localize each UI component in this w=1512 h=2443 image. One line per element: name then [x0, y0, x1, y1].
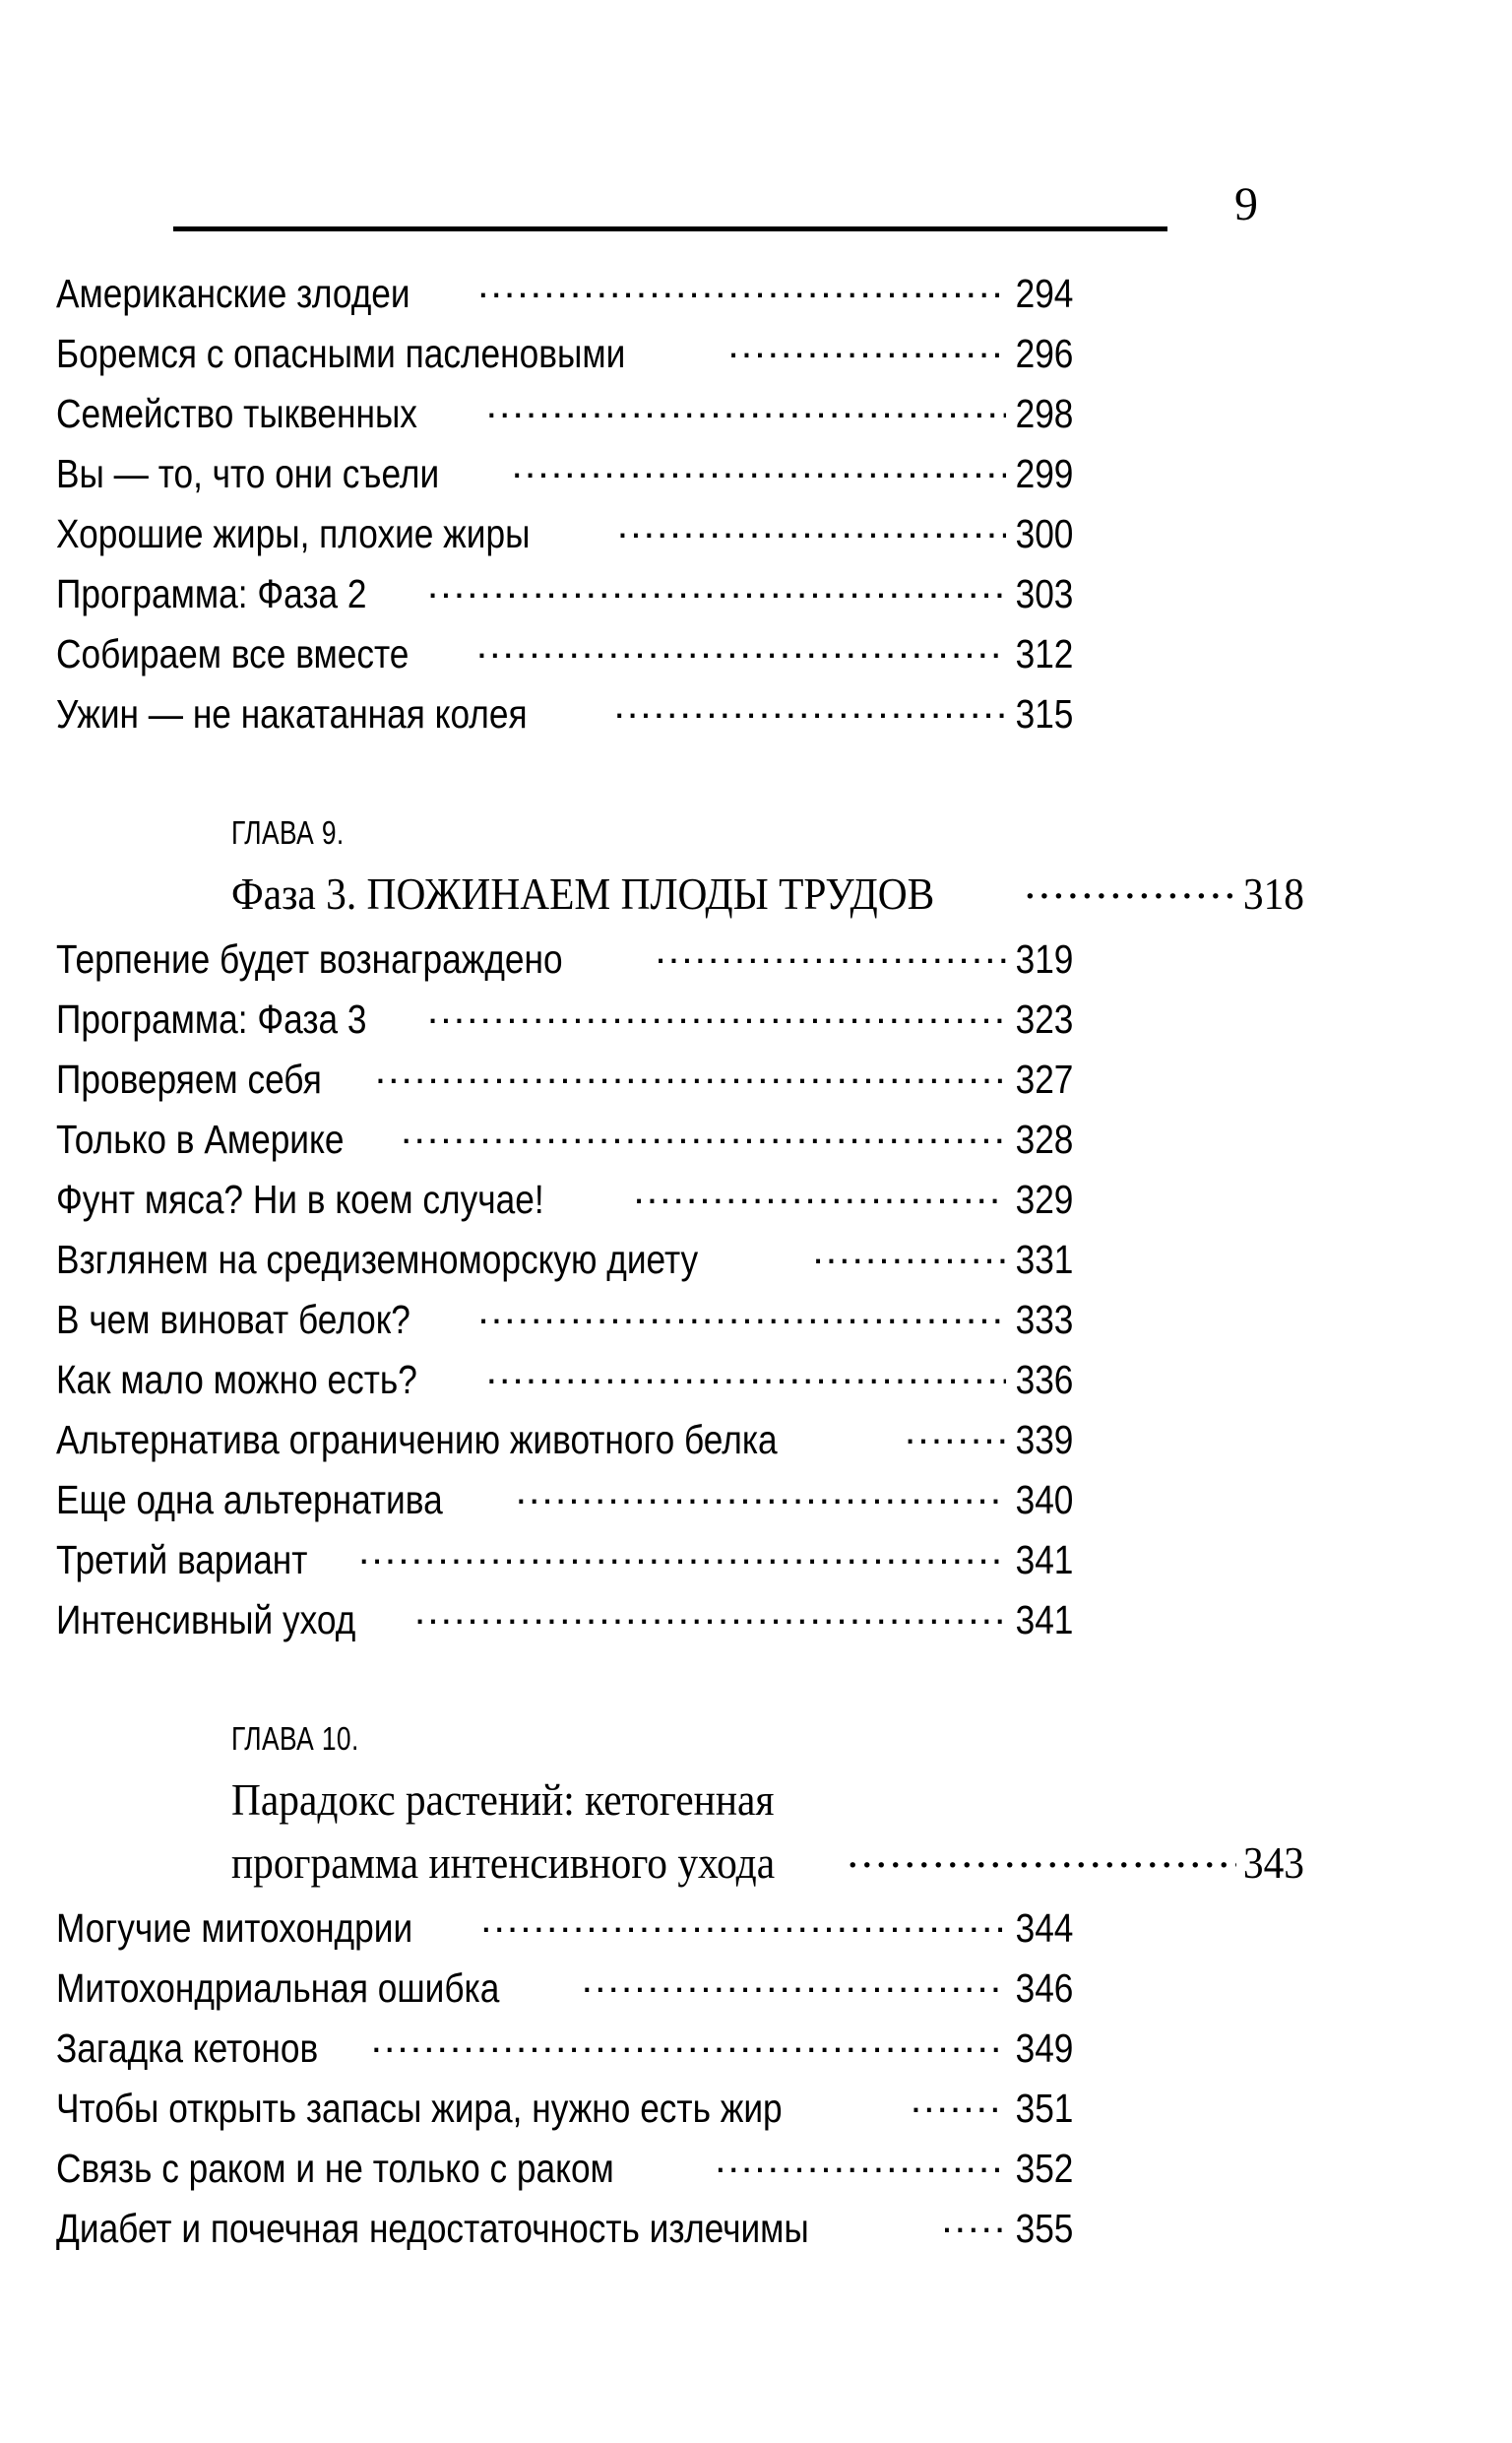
toc-entry[interactable] — [56, 1590, 1073, 1650]
toc-entry-page: 299 — [1015, 451, 1073, 496]
chapter-kicker: ГЛАВА 10. — [231, 1720, 359, 1757]
toc-entry-page: 336 — [1015, 1357, 1073, 1402]
toc-entry[interactable] — [56, 564, 1073, 624]
toc-entry-title: Еще одна альтернатива — [56, 1477, 443, 1522]
dot-leader — [471, 1926, 1005, 1942]
toc-entry-title: Могучие митохондрии — [56, 1905, 413, 1951]
toc-entry[interactable] — [56, 2199, 1073, 2259]
toc-entry-page: 341 — [1015, 1537, 1073, 1582]
dot-leader — [931, 2226, 1005, 2242]
dot-leader — [468, 291, 1005, 307]
toc-entry-title: Собираем все вместе — [56, 631, 410, 676]
toc-entry[interactable] — [56, 504, 1073, 564]
dot-leader — [506, 1498, 1006, 1513]
toc-entry[interactable] — [56, 930, 1073, 990]
toc-entry-page: 328 — [1015, 1117, 1073, 1162]
toc-entry-page: 341 — [1015, 1597, 1073, 1642]
dot-leader — [476, 412, 1006, 427]
dot-leader — [502, 472, 1006, 487]
toc-entry-title: Диабет и почечная недостаточность излечимы — [56, 2206, 809, 2251]
toc-entry[interactable] — [56, 1530, 1073, 1590]
toc-entry[interactable] — [56, 990, 1073, 1050]
toc-entry-title: Программа: Фаза 3 — [56, 996, 367, 1042]
toc-entry[interactable] — [56, 2079, 1073, 2139]
toc-entry-title: Только в Америке — [56, 1117, 345, 1162]
chapter-heading-block[interactable] — [231, 809, 1304, 926]
toc-entry[interactable] — [56, 264, 1073, 324]
toc-entry-title: Американские злодеи — [56, 271, 410, 316]
dot-leader — [645, 957, 1005, 973]
toc-entry-page: 296 — [1015, 331, 1073, 376]
dot-leader — [417, 592, 1006, 608]
toc-entry[interactable] — [56, 1898, 1073, 1959]
dot-leader — [901, 2106, 1006, 2122]
toc-entry-page: 333 — [1015, 1297, 1073, 1342]
toc-entry[interactable] — [56, 444, 1073, 504]
toc-entry[interactable] — [56, 1959, 1073, 2019]
toc-entry-page: 329 — [1015, 1177, 1073, 1222]
chapter-title-row — [231, 1832, 1304, 1895]
toc-entry-title: Боремся с опасными пасленовыми — [56, 331, 626, 376]
toc-entry-page: 319 — [1015, 936, 1073, 982]
toc-entry[interactable] — [56, 2019, 1073, 2079]
dot-leader — [1013, 893, 1236, 909]
toc-entry-page: 349 — [1015, 2025, 1073, 2071]
toc-entry[interactable] — [56, 1170, 1073, 1230]
toc-entry[interactable] — [56, 1230, 1073, 1290]
toc-entry[interactable] — [56, 1410, 1073, 1470]
toc-entry-title: В чем виноват белок? — [56, 1297, 410, 1342]
toc-entry-page: 355 — [1015, 2206, 1073, 2251]
dot-leader — [607, 532, 1006, 547]
toc-entry[interactable] — [56, 1110, 1073, 1170]
dot-leader — [705, 2166, 1006, 2182]
toc-entry[interactable] — [56, 684, 1073, 744]
toc-entry-title: Фунт мяса? Ни в коем случае! — [56, 1177, 544, 1222]
toc-entry[interactable] — [56, 1470, 1073, 1530]
toc-entry[interactable] — [56, 384, 1073, 444]
toc-entry-title: Интенсивный уход — [56, 1597, 356, 1642]
toc-entry-page: 303 — [1015, 571, 1073, 616]
dot-leader — [361, 2046, 1006, 2062]
toc-entry-page: 331 — [1015, 1237, 1073, 1282]
toc-entry-page: 340 — [1015, 1477, 1073, 1522]
toc-entry[interactable] — [56, 1350, 1073, 1410]
toc-entry-page: 327 — [1015, 1057, 1073, 1102]
dot-leader — [835, 1862, 1236, 1878]
toc-entry-title: Митохондриальная ошибка — [56, 1965, 500, 2011]
toc-entry-title: Терпение будет вознаграждено — [56, 936, 563, 982]
dot-leader — [802, 1257, 1005, 1273]
toc-entry[interactable] — [56, 2139, 1073, 2199]
toc-entry[interactable] — [56, 1050, 1073, 1110]
toc-entry-title: Вы — то, что они съели — [56, 451, 440, 496]
chapter-title-line: Фаза 3. ПОЖИНАЕМ ПЛОДЫ ТРУДОВ — [231, 868, 935, 919]
dot-leader — [572, 1986, 1006, 2002]
group-spacer — [0, 1650, 1512, 1715]
toc-entry[interactable] — [56, 624, 1073, 684]
toc-entry-title: Связь с раком и не только с раком — [56, 2146, 614, 2191]
toc-entry-title: Альтернатива ограничению животного белка — [56, 1417, 778, 1462]
toc-entry-title: Взглянем на средиземноморскую диету — [56, 1237, 699, 1282]
header-rule — [173, 226, 1167, 231]
chapter-title-line: Парадокс растений: кетогенная — [231, 1774, 775, 1825]
toc-entry-title: Семейство тыквенных — [56, 391, 417, 436]
toc-entry-title: Третий вариант — [56, 1537, 308, 1582]
dot-leader — [603, 712, 1005, 728]
page-header — [173, 178, 1305, 268]
toc-entry-page: 312 — [1015, 631, 1073, 676]
dot-leader — [623, 1197, 1005, 1213]
dot-leader — [348, 1558, 1006, 1574]
dot-leader — [895, 1438, 1006, 1453]
toc-entry-title: Загадка кетонов — [56, 2025, 319, 2071]
dot-leader — [405, 1618, 1006, 1634]
toc-entry-page: 315 — [1015, 691, 1073, 737]
dot-leader — [391, 1137, 1006, 1153]
chapter-page: 318 — [1242, 868, 1304, 919]
chapter-title-row — [231, 863, 1304, 926]
toc-entry-page: 339 — [1015, 1417, 1073, 1462]
toc-entry-title: Программа: Фаза 2 — [56, 571, 367, 616]
toc-entry-title: Хорошие жиры, плохие жиры — [56, 511, 531, 556]
dot-leader — [417, 1017, 1006, 1033]
toc-entry-page: 351 — [1015, 2086, 1073, 2131]
dot-leader — [468, 1318, 1005, 1333]
toc-entry-title: Как мало можно есть? — [56, 1357, 417, 1402]
toc-entry[interactable] — [56, 324, 1073, 384]
toc-entry-page: 323 — [1015, 996, 1073, 1042]
toc-entry-page: 300 — [1015, 511, 1073, 556]
chapter-page: 343 — [1242, 1837, 1304, 1888]
toc-entry-page: 298 — [1015, 391, 1073, 436]
toc-entry-page: 294 — [1015, 271, 1073, 316]
dot-leader — [467, 652, 1006, 668]
page-number: 9 — [1234, 178, 1258, 230]
chapter-kicker: ГЛАВА 9. — [231, 814, 345, 851]
toc-entry-title: Проверяем себя — [56, 1057, 322, 1102]
chapter-heading-block[interactable] — [231, 1715, 1304, 1895]
group-spacer — [0, 744, 1512, 809]
toc-entry-title: Ужин — не накатанная колея — [56, 691, 528, 737]
table-of-contents — [0, 264, 1512, 2259]
dot-leader — [476, 1378, 1006, 1393]
toc-entry[interactable] — [56, 1290, 1073, 1350]
chapter-title-line: программа интенсивного ухода — [231, 1837, 776, 1888]
toc-entry-page: 344 — [1015, 1905, 1073, 1951]
toc-entry-page: 352 — [1015, 2146, 1073, 2191]
dot-leader — [718, 352, 1005, 367]
toc-entry-page: 346 — [1015, 1965, 1073, 2011]
toc-entry-title: Чтобы открыть запасы жира, нужно есть жир — [56, 2086, 783, 2131]
dot-leader — [365, 1077, 1006, 1093]
